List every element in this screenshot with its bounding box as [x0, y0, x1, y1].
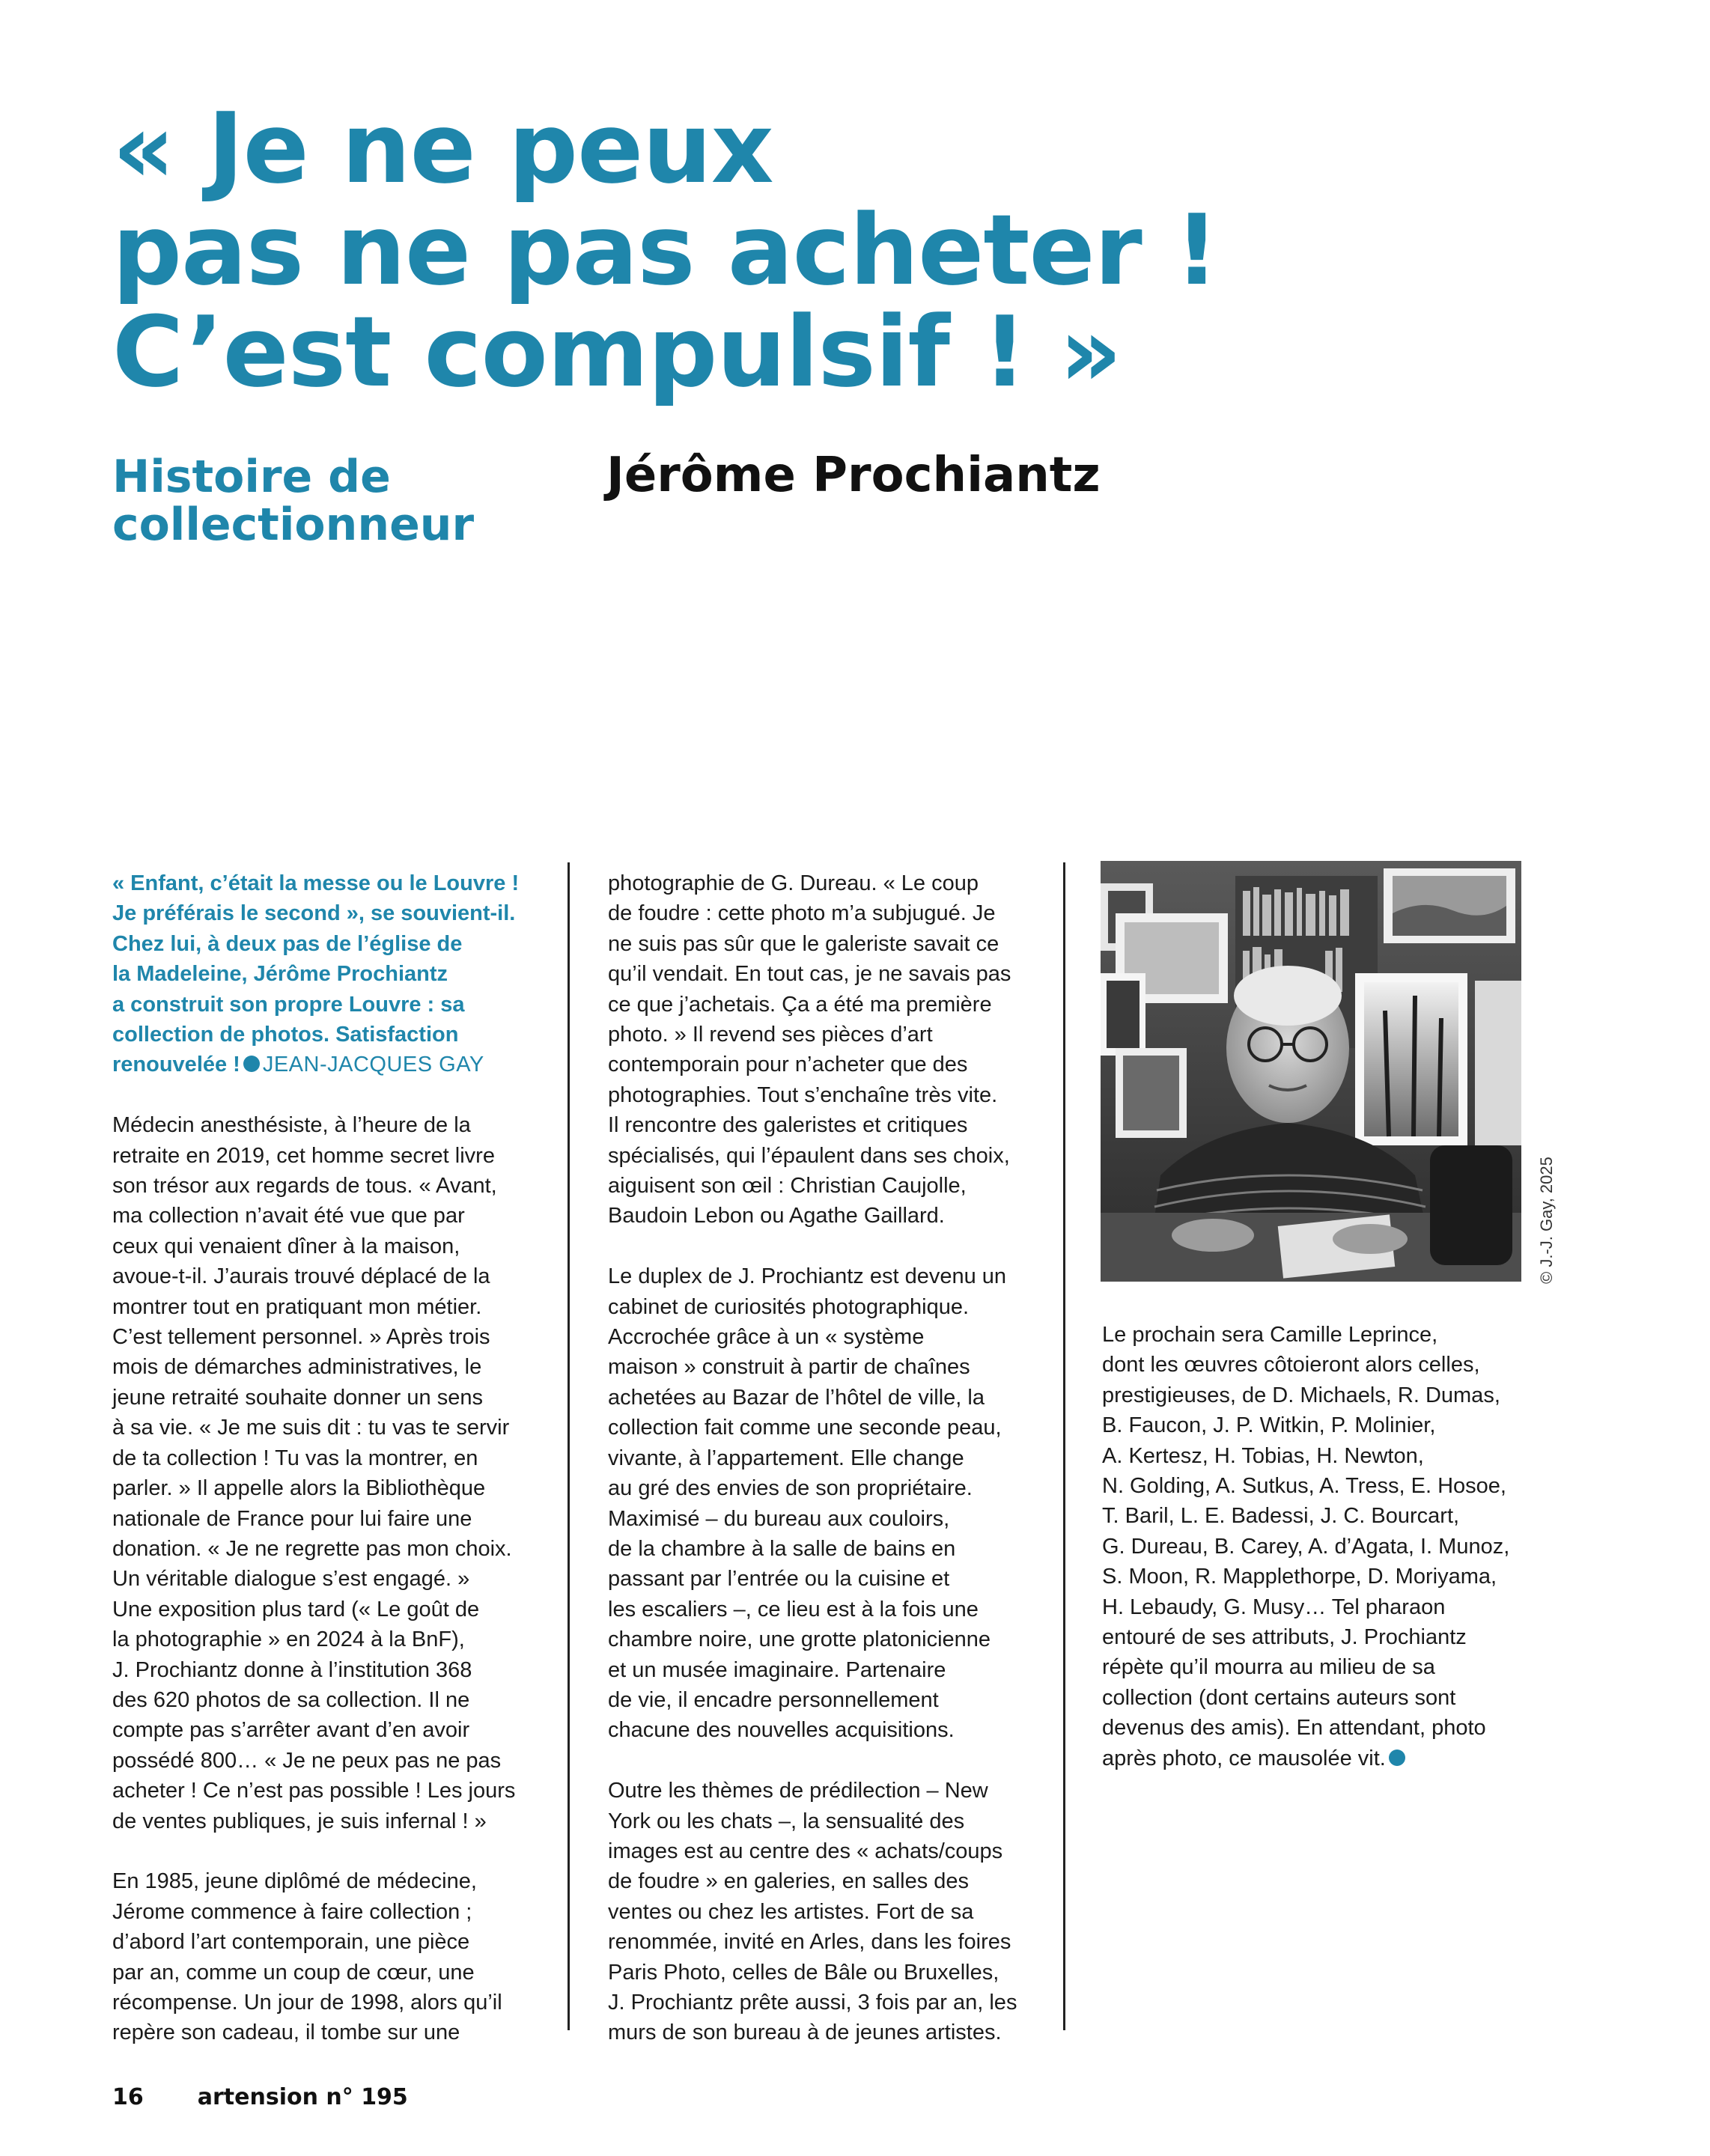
text-line: entouré de ses attributs, J. Prochiantz	[1102, 1625, 1467, 1650]
column-divider	[1063, 862, 1065, 2030]
bullet-dot-icon	[243, 1056, 260, 1072]
text-line: de vie, il encadre personnellement	[608, 1687, 939, 1712]
text-line: cabinet de curiosités photographique.	[608, 1294, 970, 1319]
text-line: Une exposition plus tard (« Le goût de	[112, 1597, 480, 1621]
column-divider	[568, 862, 570, 2030]
text-line: ne suis pas sûr que le galeriste savait ce	[608, 931, 999, 956]
paragraph	[608, 1261, 1035, 1746]
text-line: achetées au Bazar de l’hôtel de ville, la	[608, 1385, 985, 1410]
text-line: donation. « Je ne regrette pas mon choix.	[112, 1536, 512, 1561]
text-line: Jérome commence à faire collection ;	[112, 1899, 472, 1924]
text-line: ma collection n’avait été vue que par	[112, 1204, 465, 1228]
paragraph	[1102, 1320, 1529, 1773]
text-line: Le duplex de J. Prochiantz est devenu un	[608, 1264, 1007, 1289]
article-column-1	[112, 868, 539, 2078]
page-number: 16	[112, 2084, 144, 2110]
text-line: repère son cadeau, il tombe sur une	[112, 2021, 460, 2045]
portrait-illustration	[1101, 861, 1521, 1282]
text-line: contemporain pour n’acheter que des	[608, 1053, 968, 1077]
text-line: parler. » Il appelle alors la Bibliothèque	[112, 1476, 486, 1501]
text-line: ceux qui venaient dîner à la maison,	[112, 1234, 460, 1258]
headline	[112, 91, 1219, 409]
text-line: En 1985, jeune diplômé de médecine,	[112, 1869, 477, 1894]
text-line: à sa vie. « Je me suis dit : tu vas te servir	[112, 1416, 510, 1440]
text-line: de ta collection ! Tu vas la montrer, en	[112, 1446, 478, 1470]
text-line: qu’il vendait. En tout cas, je ne savais pas	[608, 962, 1011, 987]
photo-credit: © J.-J. Gay, 2025	[1537, 1157, 1556, 1284]
intro-line: Je préférais le second », se souvient-il.	[112, 901, 516, 926]
text-line: prestigieuses, de D. Michaels, R. Dumas,	[1102, 1383, 1500, 1407]
text-line: ce que j’achetais. Ça a été ma première	[608, 992, 992, 1017]
text-line: de foudre » en galeries, en salles des	[608, 1869, 970, 1894]
text-line: son trésor aux regards de tous. « Avant,	[112, 1174, 497, 1199]
text-line: nationale de France pour lui faire une	[112, 1506, 472, 1531]
text-line: ventes ou chez les artistes. Fort de sa	[608, 1899, 974, 1924]
text-line: spécialisés, qui l’épaulent dans ses choix,	[608, 1143, 1010, 1168]
end-of-article-dot-icon	[1389, 1750, 1405, 1766]
text-line: images est au centre des « achats/coups	[608, 1839, 1003, 1863]
text-line: Il rencontre des galeristes et critiques	[608, 1113, 968, 1138]
text-line: devenus des amis). En attendant, photo	[1102, 1716, 1486, 1741]
text-line: murs de son bureau à de jeunes artistes.	[608, 2021, 1002, 2045]
intro-text-end: renouvelée !	[112, 1053, 240, 1077]
text-line: renommée, invité en Arles, dans les foires	[608, 1930, 1011, 1955]
text-line: C’est tellement personnel. » Après trois	[112, 1325, 490, 1350]
collector-portrait-photo	[1101, 861, 1521, 1282]
paragraph	[608, 868, 1035, 1231]
text-line: B. Faucon, J. P. Witkin, P. Molinier,	[1102, 1413, 1436, 1438]
text-line: photographie de G. Dureau. « Le coup	[608, 871, 979, 895]
text-line: Médecin anesthésiste, à l’heure de la	[112, 1113, 471, 1138]
text-line: Accrochée grâce à un « système	[608, 1325, 925, 1350]
text-line: de la chambre à la salle de bains en	[608, 1536, 956, 1561]
text-line: passant par l’entrée ou la cuisine et	[608, 1567, 950, 1592]
text-line: avoue-t-il. J’aurais trouvé déplacé de la	[112, 1264, 490, 1289]
text-line: montrer tout en pratiquant mon métier.	[112, 1294, 482, 1319]
intro-line-last	[112, 1050, 539, 1079]
text-line: vivante, à l’appartement. Elle change	[608, 1446, 964, 1470]
text-line: collection fait comme une seconde peau,	[608, 1416, 1002, 1440]
section-kicker	[112, 453, 474, 549]
text-line: au gré des envies de son propriétaire.	[608, 1476, 973, 1501]
text-line: N. Golding, A. Sutkus, A. Tress, E. Hosoe,	[1102, 1474, 1506, 1499]
intro-line: la Madeleine, Jérôme Prochiantz	[112, 962, 448, 987]
paragraph	[112, 1866, 539, 2047]
intro-line: collection de photos. Satisfaction	[112, 1023, 459, 1047]
text-line: de ventes publiques, je suis infernal ! »	[112, 1809, 487, 1833]
article-intro	[112, 868, 539, 1080]
text-line: Un véritable dialogue s’est engagé. »	[112, 1567, 470, 1592]
text-line: récompense. Un jour de 1998, alors qu’il	[112, 1991, 502, 2015]
text-line: Maximisé – du bureau aux couloirs,	[608, 1506, 950, 1531]
intro-line: Chez lui, à deux pas de l’église de	[112, 931, 463, 956]
text-line: jeune retraité souhaite donner un sens	[112, 1385, 483, 1410]
text-line: retraite en 2019, cet homme secret livre	[112, 1143, 495, 1168]
text-line: York ou les chats –, la sensualité des	[608, 1809, 965, 1833]
text-line: mois de démarches administratives, le	[112, 1355, 482, 1380]
intro-line: a construit son propre Louvre : sa	[112, 992, 465, 1017]
text-line: les escaliers –, ce lieu est à la fois une	[608, 1597, 979, 1621]
text-line: répète qu’il mourra au milieu de sa	[1102, 1655, 1435, 1680]
article-column-3	[1102, 1320, 1529, 1803]
text-line: Le prochain sera Camille Leprince,	[1102, 1323, 1438, 1347]
text-line: d’abord l’art contemporain, une pièce	[112, 1930, 470, 1955]
intro-line: « Enfant, c’était la messe ou le Louvre !	[112, 871, 520, 895]
text-line: S. Moon, R. Mapplethorpe, D. Moriyama,	[1102, 1565, 1497, 1589]
text-line: et un musée imaginaire. Partenaire	[608, 1657, 946, 1682]
text-line: photo. » Il revend ses pièces d’art	[608, 1023, 933, 1047]
text-line: par an, comme un coup de cœur, une	[112, 1960, 475, 1985]
text-line: la photographie » en 2024 à la BnF),	[112, 1627, 465, 1652]
text-line: T. Baril, L. E. Badessi, J. C. Bourcart,	[1102, 1504, 1460, 1529]
text-line: dont les œuvres côtoieront alors celles,	[1102, 1353, 1480, 1377]
text-line: H. Lebaudy, G. Musy… Tel pharaon	[1102, 1595, 1446, 1619]
text-line: possédé 800… « Je ne peux pas ne pas	[112, 1748, 502, 1773]
text-line: collection (dont certains auteurs sont	[1102, 1685, 1456, 1710]
text-line: compte pas s’arrêter avant d’en avoir	[112, 1718, 470, 1743]
headline-line-1: « Je ne peux	[112, 91, 773, 205]
paragraph	[112, 1110, 539, 1836]
kicker-line-2: collectionneur	[112, 499, 475, 551]
text-line: photographies. Tout s’enchaîne très vite.	[608, 1082, 998, 1107]
headline-line-2: pas ne pas acheter !	[112, 193, 1219, 307]
text-line: maison » construit à partir de chaînes	[608, 1355, 970, 1380]
page-footer	[112, 2084, 408, 2110]
magazine-issue: artension n° 195	[197, 2084, 408, 2110]
text-line: chacune des nouvelles acquisitions.	[608, 1718, 955, 1743]
text-line: des 620 photos de sa collection. Il ne	[112, 1687, 470, 1712]
text-line: Paris Photo, celles de Bâle ou Bruxelles,	[608, 1960, 999, 1985]
text-line: Outre les thèmes de prédilection – New	[608, 1779, 988, 1803]
paragraph	[608, 1776, 1035, 2048]
article-column-2	[608, 868, 1035, 2078]
text-line: acheter ! Ce n’est pas possible ! Les jours	[112, 1779, 516, 1803]
subject-name: Jérôme Prochiantz	[606, 448, 1101, 503]
headline-line-3: C’est compulsif ! »	[112, 295, 1122, 409]
text-line: G. Dureau, B. Carey, A. d’Agata, I. Munoz,	[1102, 1534, 1510, 1559]
text-line: J. Prochiantz prête aussi, 3 fois par an, les	[608, 1991, 1017, 2015]
closing-text: après photo, ce mausolée vit.	[1102, 1746, 1386, 1770]
text-line: de foudre : cette photo m’a subjugué. Je	[608, 901, 996, 926]
text-line: aiguisent son œil : Christian Caujolle,	[608, 1174, 967, 1199]
author-name: JEAN-JACQUES GAY	[262, 1053, 484, 1077]
text-line: Baudoin Lebon ou Agathe Gaillard.	[608, 1204, 945, 1228]
text-line: chambre noire, une grotte platonicienne	[608, 1627, 991, 1652]
text-line: A. Kertesz, H. Tobias, H. Newton,	[1102, 1443, 1424, 1468]
text-line: J. Prochiantz donne à l’institution 368	[112, 1657, 472, 1682]
text-line-last	[1102, 1744, 1529, 1773]
kicker-line-1: Histoire de	[112, 451, 391, 503]
